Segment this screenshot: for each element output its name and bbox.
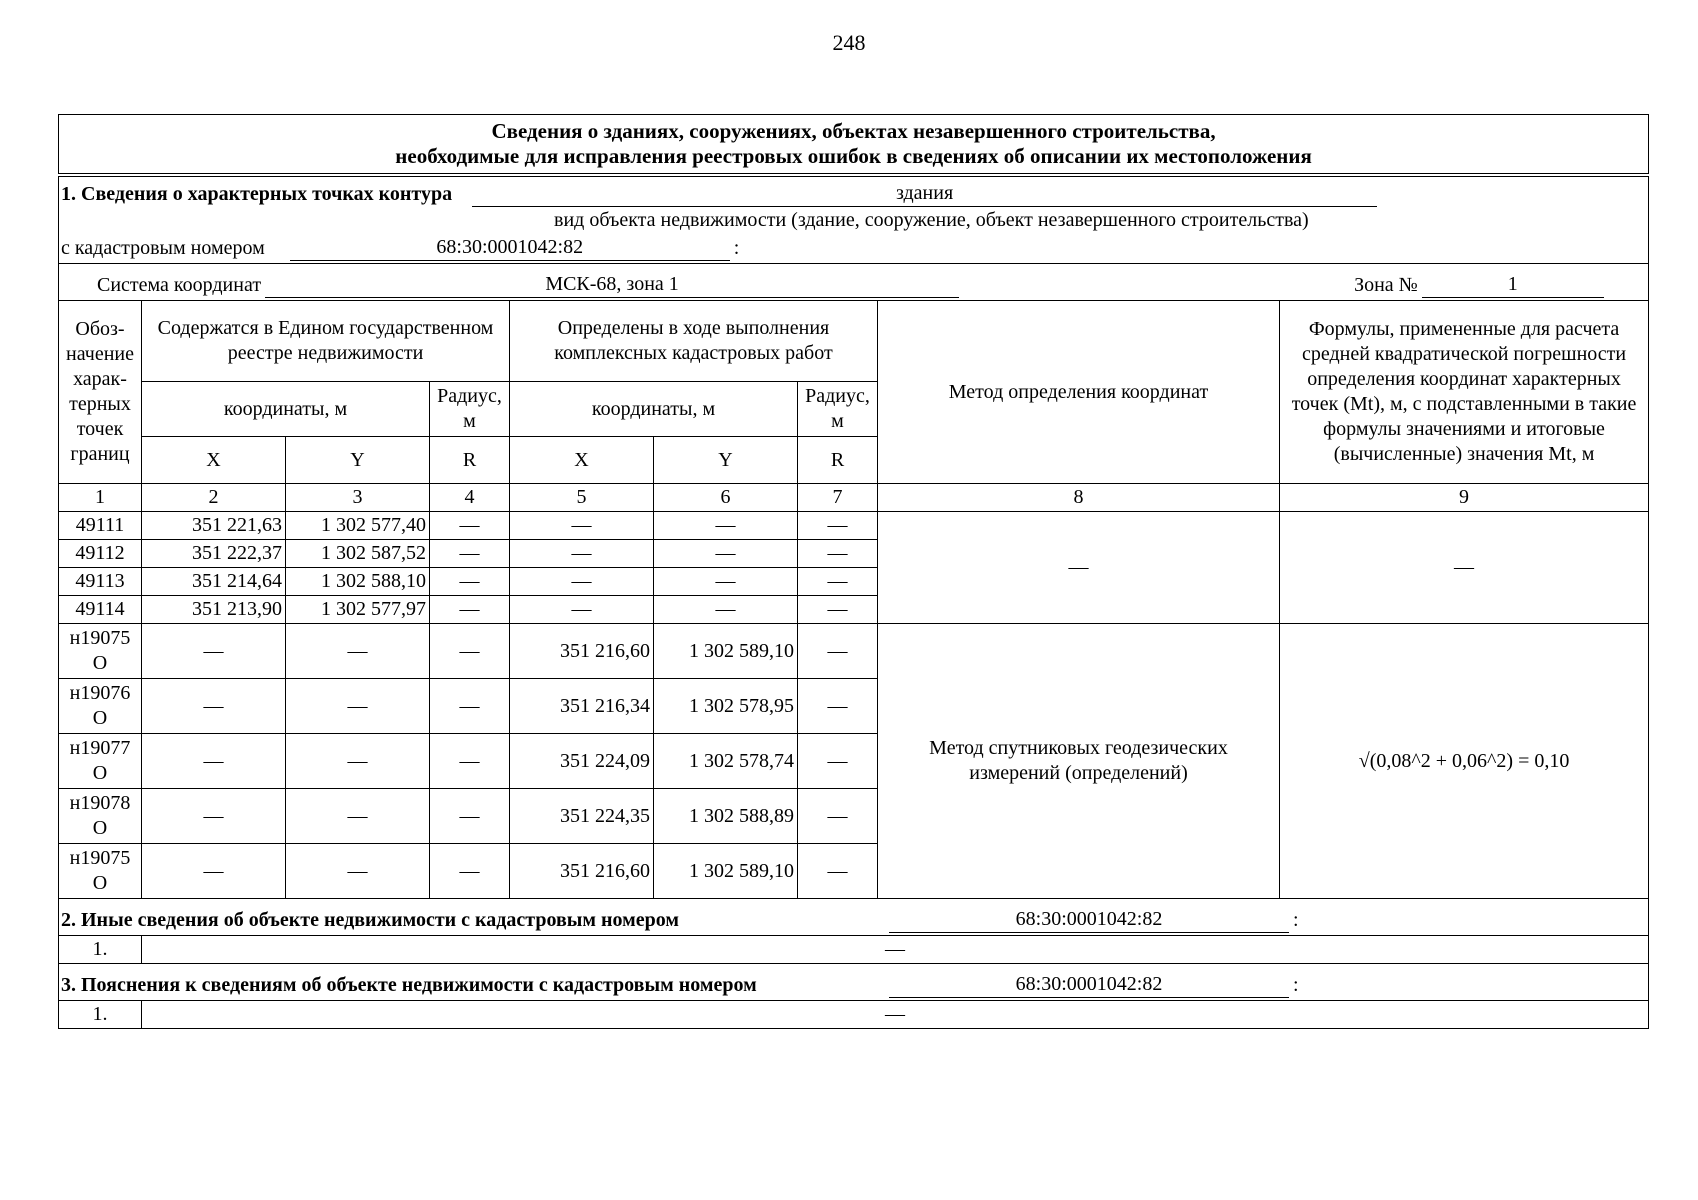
column-numbers-row [59, 484, 1649, 512]
title-row [59, 115, 1649, 176]
section2-item-number: 1. [59, 936, 142, 964]
column-number: 4 [430, 484, 510, 512]
header-row-1 [59, 301, 1649, 382]
kkr-y: 1 302 578,74 [654, 734, 798, 789]
egrn-y: 1 302 587,52 [286, 540, 430, 568]
zone-value: 1 [1422, 272, 1604, 298]
kkr-y: 1 302 588,89 [654, 789, 798, 844]
section3-cadastral-number: 68:30:0001042:82 [889, 972, 1289, 998]
point-id: н19078 О [59, 789, 142, 844]
page-number: 248 [832, 30, 866, 55]
table-row [59, 512, 1649, 540]
document-title [59, 115, 1649, 176]
section3-item-value: — [142, 1001, 1649, 1029]
cadastral-number: 68:30:0001042:82 [290, 235, 730, 261]
section3-header [59, 964, 1649, 1001]
kkr-y: — [654, 540, 798, 568]
egrn-x: — [142, 679, 286, 734]
header-coords-egrn: координаты, м [142, 382, 430, 437]
cadastral-form [58, 114, 1648, 1029]
egrn-x: 351 213,90 [142, 596, 286, 624]
zone-label: Зона № [1354, 274, 1418, 296]
kkr-x: — [510, 596, 654, 624]
object-type-caption: вид объекта недвижимости (здание, сооружение, объект незавершенного строительства) [554, 209, 1309, 231]
coord-system-row [59, 264, 1649, 301]
kkr-x: 351 216,60 [510, 844, 654, 899]
egrn-r: — [430, 789, 510, 844]
kkr-r: — [798, 596, 878, 624]
section1-header [59, 175, 1649, 264]
egrn-x: 351 221,63 [142, 512, 286, 540]
egrn-r: — [430, 624, 510, 679]
egrn-x: — [142, 624, 286, 679]
column-number: 1 [59, 484, 142, 512]
header-x-egrn: X [142, 437, 286, 484]
header-radius-egrn: Радиус, м [430, 382, 510, 437]
kkr-r: — [798, 679, 878, 734]
existing-formula: — [1280, 512, 1649, 624]
point-id: н19075 О [59, 624, 142, 679]
section2-cadastral-number: 68:30:0001042:82 [889, 907, 1289, 933]
point-id: 49111 [59, 512, 142, 540]
table-row [59, 624, 1649, 679]
egrn-y: — [286, 679, 430, 734]
section2-header [59, 899, 1649, 936]
column-number: 9 [1280, 484, 1649, 512]
egrn-y: — [286, 734, 430, 789]
object-type-value: здания [472, 181, 1377, 207]
egrn-y: 1 302 577,97 [286, 596, 430, 624]
header-egrn: Содержатся в Едином государственном реестре недвижимости [142, 301, 510, 382]
point-id: 49114 [59, 596, 142, 624]
kkr-x: 351 224,35 [510, 789, 654, 844]
new-method: Метод спутниковых геодезических измерений (определений) [878, 624, 1280, 899]
header-formulas: Формулы, примененные для расчета средней квадратической погрешности определения координат характерных точек (Mt), м, с подставленными в такие формулы значениями и итоговые (вычисленные) значения Mt, м [1280, 301, 1649, 484]
egrn-r: — [430, 734, 510, 789]
kkr-x: — [510, 540, 654, 568]
title-line-2: необходимые для исправления реестровых ошибок в сведениях об описании их местоположения [395, 144, 1312, 168]
kkr-y: — [654, 568, 798, 596]
kkr-r: — [798, 844, 878, 899]
point-id: 49113 [59, 568, 142, 596]
kkr-y: — [654, 512, 798, 540]
point-id: н19075 О [59, 844, 142, 899]
kkr-x: 351 216,60 [510, 624, 654, 679]
kkr-y: 1 302 589,10 [654, 844, 798, 899]
coord-system-value: МСК-68, зона 1 [265, 272, 959, 298]
kkr-r: — [798, 789, 878, 844]
point-id: н19076 О [59, 679, 142, 734]
egrn-r: — [430, 540, 510, 568]
coord-system [59, 264, 1649, 301]
header-r-egrn: R [430, 437, 510, 484]
section3-label: 3. Пояснения к сведениям об объекте недвижимости с кадастровым номером [61, 974, 757, 996]
section2-item-row [59, 936, 1649, 964]
section3-item-number: 1. [59, 1001, 142, 1029]
egrn-y: 1 302 577,40 [286, 512, 430, 540]
egrn-y: — [286, 844, 430, 899]
egrn-r: — [430, 844, 510, 899]
section1-label: 1. Сведения о характерных точках контура [61, 183, 453, 205]
section2-colon: : [1293, 909, 1299, 931]
egrn-y: 1 302 588,10 [286, 568, 430, 596]
title-line-1: Сведения о зданиях, сооружениях, объектах незавершенного строительства, [491, 119, 1216, 143]
header-y-kkr: Y [654, 437, 798, 484]
header-kkr: Определены в ходе выполнения комплексных кадастровых работ [510, 301, 878, 382]
egrn-x: 351 214,64 [142, 568, 286, 596]
column-number: 8 [878, 484, 1280, 512]
egrn-r: — [430, 596, 510, 624]
header-coords-kkr: координаты, м [510, 382, 798, 437]
header-y-egrn: Y [286, 437, 430, 484]
header-method: Метод определения координат [878, 301, 1280, 484]
egrn-x: 351 222,37 [142, 540, 286, 568]
header-point-designation: Обоз-начение харак-терных точек границ [59, 301, 142, 484]
section2-label: 2. Иные сведения об объекте недвижимости с кадастровым номером [61, 909, 680, 931]
existing-method: — [878, 512, 1280, 624]
section3-colon: : [1293, 974, 1299, 996]
header-x-kkr: X [510, 437, 654, 484]
kkr-r: — [798, 540, 878, 568]
egrn-r: — [430, 679, 510, 734]
kkr-r: — [798, 734, 878, 789]
kkr-y: 1 302 589,10 [654, 624, 798, 679]
cadastral-colon: : [733, 237, 740, 259]
egrn-y: — [286, 624, 430, 679]
kkr-r: — [798, 512, 878, 540]
kkr-x: — [510, 568, 654, 596]
section3-row [59, 964, 1649, 1001]
kkr-x: 351 224,09 [510, 734, 654, 789]
kkr-y: — [654, 596, 798, 624]
column-number: 3 [286, 484, 430, 512]
column-number: 6 [654, 484, 798, 512]
header-r-kkr: R [798, 437, 878, 484]
section3-item-row [59, 1001, 1649, 1029]
cadastral-label: с кадастровым номером [61, 237, 265, 259]
egrn-r: — [430, 568, 510, 596]
coord-system-label: Система координат [97, 274, 262, 296]
kkr-r: — [798, 624, 878, 679]
point-id: н19077 О [59, 734, 142, 789]
kkr-r: — [798, 568, 878, 596]
section2-item-value: — [142, 936, 1649, 964]
new-formula: √(0,08^2 + 0,06^2) = 0,10 [1280, 624, 1649, 899]
egrn-y: — [286, 789, 430, 844]
cadastral-table [58, 114, 1649, 1029]
point-id: 49112 [59, 540, 142, 568]
egrn-r: — [430, 512, 510, 540]
column-number: 2 [142, 484, 286, 512]
header-radius-kkr: Радиус, м [798, 382, 878, 437]
egrn-x: — [142, 789, 286, 844]
section2-row [59, 899, 1649, 936]
column-number: 5 [510, 484, 654, 512]
section1-row [59, 175, 1649, 264]
kkr-y: 1 302 578,95 [654, 679, 798, 734]
egrn-x: — [142, 734, 286, 789]
kkr-x: 351 216,34 [510, 679, 654, 734]
kkr-x: — [510, 512, 654, 540]
egrn-x: — [142, 844, 286, 899]
column-number: 7 [798, 484, 878, 512]
